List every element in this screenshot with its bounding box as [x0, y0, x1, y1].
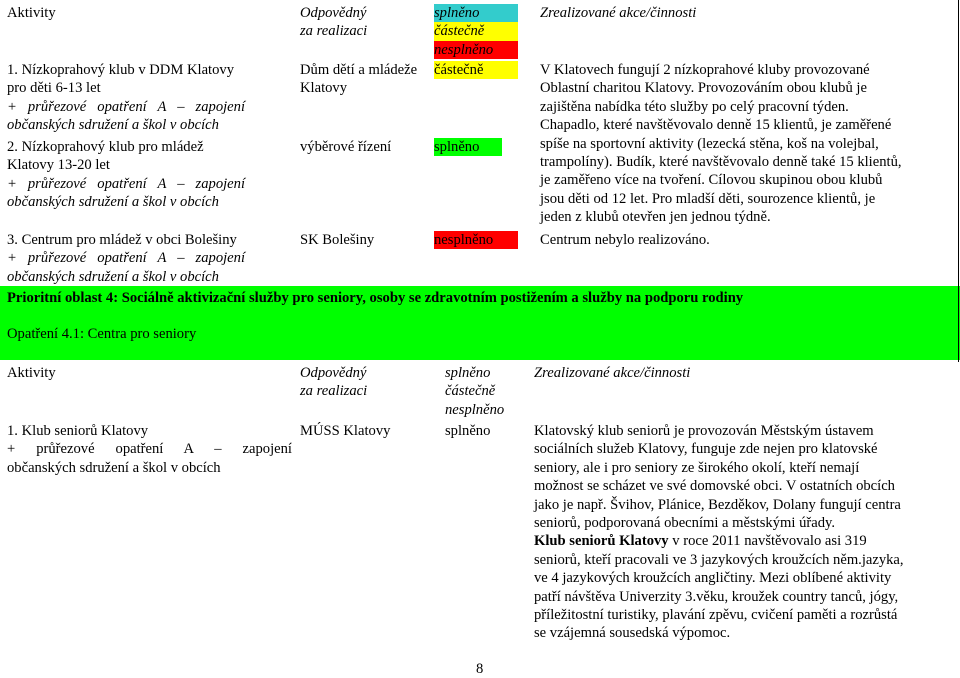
responsible-cell: [300, 61, 417, 98]
responsible-cell: [300, 138, 391, 156]
actions-text: je zaměřeno více na tvoření. Cílovou skupinou obou klubů: [540, 172, 883, 189]
measure-title: Opatření 4.1: Centra pro seniory: [7, 326, 197, 342]
col-header-status: [434, 4, 532, 59]
page-number: [476, 660, 483, 678]
actions-text: se vzájemná sousedská výpomoc.: [534, 625, 731, 642]
legend-fulfilled: splněno: [445, 365, 491, 381]
actions-text: jeden z klubů otevřen jen jednou týdně.: [540, 209, 771, 226]
actions-text: patří návštěva Univerzity 3.věku, kroužek country tanců, jógy,: [534, 588, 899, 605]
measure-text: + průřezové opatření A – zapojení: [7, 250, 245, 267]
activity-text: pro děti 6-13 let: [7, 80, 101, 97]
actions-text: seniory, ale i pro seniory ze širokého okolí, kteří nemají: [534, 459, 860, 476]
status-text: částečně: [434, 62, 484, 78]
header-text: Aktivity: [7, 5, 56, 21]
actions-text: spíše na sportovní aktivity (lezecká stěna, koš na volejbal,: [540, 135, 879, 152]
measure-text: + průřezové opatření A – zapojení: [7, 175, 245, 192]
measure-text: [7, 440, 292, 458]
activity-text: 1. Nízkoprahový klub v DDM Klatovy: [7, 62, 234, 78]
responsible-text: Dům dětí a mládeže: [300, 62, 418, 78]
actions-text: seniorů, kteří pracovali ve 3 jazykových kroužcích něm.jazyka,: [534, 551, 904, 568]
responsible-text: Klatovy: [300, 80, 348, 97]
table-row: [7, 61, 245, 135]
measure-band: [0, 322, 960, 360]
actions-text: Chapadlo, které navštěvovalo denně 15 klientů, je zaměřené: [540, 117, 892, 134]
header-text: za realizaci: [300, 23, 368, 40]
actions-text: možnost se scházet ve své domovské obci. V ostatních obcích: [534, 478, 895, 495]
responsible-cell: [300, 231, 374, 249]
legend-fulfilled: splněno: [434, 4, 518, 22]
actions-after-bold: v roce 2011 navštěvovalo asi 319: [668, 533, 867, 550]
col-header-activities: [7, 4, 56, 22]
header-text: Odpovědný: [300, 365, 367, 381]
priority-area-title: Prioritní oblast 4: Sociálně aktivizační služby pro seniory, osoby se zdravotním postižením a služby na podporu rodiny: [7, 290, 744, 306]
header-text: Aktivity: [7, 365, 56, 381]
measure-text: + průřezové opatření A – zapojení: [7, 98, 245, 115]
actions-text: seniorů, podporovaná obecními a městskými úřady.: [534, 515, 835, 532]
activity-text: 3. Centrum pro mládež v obci Bolešiny: [7, 232, 237, 248]
status-text: splněno: [445, 423, 491, 439]
responsible-text: MÚSS Klatovy: [300, 423, 391, 439]
table-row: [7, 138, 245, 212]
actions-text: jako je např. Švihov, Plánice, Bezděkov, Dolany fungují centra: [534, 496, 901, 513]
actions-bold: Klub seniorů Klatovy: [534, 533, 669, 550]
header-text: za realizaci: [300, 383, 368, 400]
actions-text: V Klatovech fungují 2 nízkoprahové kluby provozované: [540, 62, 870, 78]
legend-unfulfilled: nesplněno: [434, 41, 518, 59]
status-badge: [434, 231, 518, 249]
legend-partial: částečně: [434, 22, 518, 40]
header-text: Zrealizované akce/činnosti: [540, 5, 697, 21]
status-badge: [445, 422, 490, 440]
actions-text: příležitostní turistiky, plavání zpěvu, cvičení paměti a rozrůstá: [534, 607, 898, 624]
actions-text: sociálních služeb Klatovy, funguje zde nejen pro klatovské: [534, 441, 878, 458]
status-badge: [434, 61, 518, 79]
priority-area-band: [0, 286, 960, 322]
responsible-cell: [300, 422, 390, 440]
legend-partial: částečně: [445, 383, 496, 400]
actions-text: Centrum nebylo realizováno.: [540, 232, 710, 248]
page-number-text: 8: [476, 661, 484, 677]
status-text: nesplněno: [434, 232, 494, 248]
col-header-status: [445, 364, 531, 419]
responsible-text: SK Bolešiny: [300, 232, 375, 248]
measure-text: občanských sdružení a škol v obcích: [7, 268, 219, 285]
table-row: [7, 422, 292, 477]
header-text: Zrealizované akce/činnosti: [534, 365, 691, 381]
measure-text: občanských sdružení a škol v obcích: [7, 117, 219, 134]
table-border: [958, 0, 959, 362]
measure-text: občanských sdružení a škol v obcích: [7, 459, 221, 476]
activity-text: 2. Nízkoprahový klub pro mládež: [7, 139, 204, 155]
actions-text: zajištěna nabídka této služby po celý pracovní týden.: [540, 98, 849, 115]
col-header-responsible: [300, 4, 367, 41]
actions-text: jsou děti od 12 let. Pro mladší děti, sourozence klientů, je: [540, 190, 876, 207]
actions-text: Oblastní charitou Klatovy. Provozováním obou klubů je: [540, 80, 867, 97]
actions-cell: [540, 61, 925, 227]
col-header-actions: [534, 364, 690, 382]
status-badge: [434, 138, 502, 156]
actions-cell: [534, 422, 944, 643]
actions-cell: [540, 231, 710, 249]
responsible-text: výběrové řízení: [300, 139, 392, 155]
actions-text: ve 4 jazykových kroužcích angličtiny. Mezi oblíbené aktivity: [534, 570, 892, 587]
table-row: [7, 231, 245, 286]
activity-text: 1. Klub seniorů Klatovy: [7, 423, 149, 439]
measure-text-line: + průřezové opatření A – zapojení: [7, 441, 292, 458]
col-header-activities: [7, 364, 56, 382]
legend-unfulfilled: nesplněno: [445, 401, 505, 418]
header-text: Odpovědný: [300, 5, 367, 21]
col-header-responsible: [300, 364, 367, 401]
actions-text: Klatovský klub seniorů je provozován Městským ústavem: [534, 423, 874, 439]
actions-text-mixed: [534, 532, 944, 550]
actions-text: trampolíny). Budík, které navštěvovalo denně také 15 klientů,: [540, 154, 902, 171]
status-text: splněno: [434, 139, 480, 155]
measure-text: občanských sdružení a škol v obcích: [7, 194, 219, 211]
activity-text: Klatovy 13-20 let: [7, 157, 110, 174]
col-header-actions: [540, 4, 696, 22]
